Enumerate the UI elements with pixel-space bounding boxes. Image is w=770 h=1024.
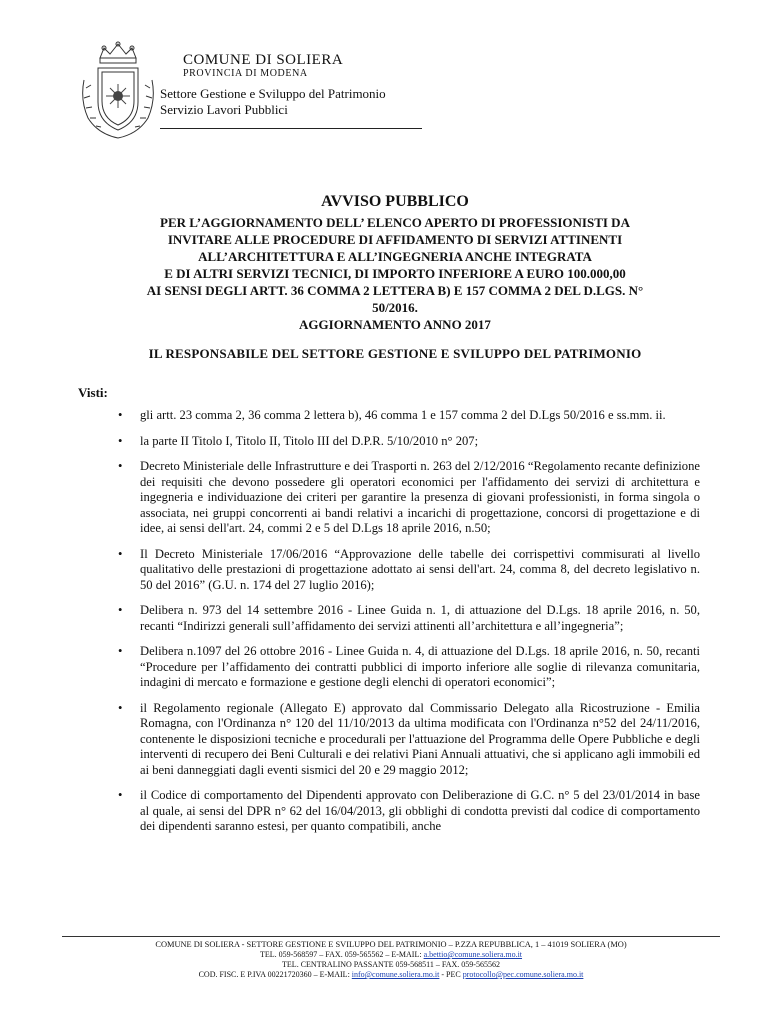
bullet-icon: • xyxy=(118,433,123,448)
list-item xyxy=(118,701,700,779)
list-item xyxy=(118,644,700,691)
visti-label: Visti: xyxy=(78,385,108,400)
list-item-text: gli artt. 23 comma 2, 36 comma 2 lettera b), 46 comma 1 e 157 comma 2 del D.Lgs 50/2016 e ss.mm. ii. xyxy=(140,408,666,422)
bullet-icon: • xyxy=(118,408,123,422)
province-name: PROVINCIA DI MODENA xyxy=(183,68,308,79)
notice-subtitle-line: ALL’ARCHITETTURA E ALL’INGEGNERIA ANCHE INTEGRATA xyxy=(198,249,592,264)
notice-subtitle-line: AI SENSI DEGLI ARTT. 36 COMMA 2 LETTERA B) E 157 COMMA 2 DEL D.LGS. N° xyxy=(146,283,644,298)
list-item xyxy=(118,459,700,537)
municipal-crest-icon xyxy=(78,40,158,145)
footer-tax-code: COD. FISC. E P.IVA 00221720360 – E-MAIL: xyxy=(198,970,352,979)
list-item-text: il Regolamento regionale (Allegato E) approvato dal Commissario Delegato alla Ricostruzione - Emilia Romagna, con l'Ordinanza n° 120 del 11/10/2013 da ultima modificata con l'Ordinanza n°52 del 24/11/2016, contenente le disposizioni tecniche e procedurali per l'attuazione del Programma delle Opere Pubbliche e degli interventi di recupero dei Beni Culturali e dei relativi Piani Annuali attuativi, che si applicano agli immobili ed ai beni danneggiati dagli eventi sismici del 20 e 29 maggio 2012; xyxy=(140,700,700,777)
notice-subtitle-line: PER L’AGGIORNAMENTO DELL’ ELENCO APERTO DI PROFESSIONISTI DA xyxy=(160,215,630,230)
notice-title-block xyxy=(60,193,730,333)
bullet-icon: • xyxy=(118,700,123,715)
footer-divider xyxy=(62,936,720,937)
bullet-icon: • xyxy=(118,546,123,561)
bullet-icon: • xyxy=(118,603,123,617)
header-divider xyxy=(160,128,422,129)
notice-subtitle-line: 50/2016. xyxy=(372,300,418,315)
visti-list xyxy=(118,408,700,845)
notice-subtitle-line: INVITARE ALLE PROCEDURE DI AFFIDAMENTO DI SERVIZI ATTINENTI xyxy=(167,232,623,247)
service-name: Servizio Lavori Pubblici xyxy=(160,102,288,117)
sector-name: Settore Gestione e Sviluppo del Patrimonio xyxy=(160,86,386,101)
municipality-name: COMUNE DI SOLIERA xyxy=(183,52,344,68)
footer-contacts xyxy=(62,950,720,960)
list-item xyxy=(118,547,700,594)
list-item xyxy=(118,788,700,835)
list-item-text: Il Decreto Ministeriale 17/06/2016 “Approvazione delle tabelle dei corrispettivi commisurati al livello qualitativo delle prestazioni di progettazione adottato ai sensi dell'art. 24, comma 8, del decreto legislativo n. 50 del 2016” (G.U. n. 174 del 27 luglio 2016); xyxy=(140,546,700,592)
footer-info-email-link[interactable]: info@comune.soliera.mo.it xyxy=(351,970,440,979)
footer-pec-link[interactable]: protocollo@pec.comune.soliera.mo.it xyxy=(462,970,584,979)
footer-tax-info xyxy=(62,970,720,980)
bullet-icon: • xyxy=(118,644,123,658)
list-item xyxy=(118,434,700,450)
list-item-text: il Codice di comportamento del Dipendenti approvato con Deliberazione di G.C. n° 5 del 23/01/2014 in base al quale, ai sensi del DPR n° 62 del 16/04/2013, gli obblighi di condotta previsti dal codice di comportamento dei dipendenti saranno estesi, per quanto compatibili, anche xyxy=(140,788,700,833)
notice-subtitle-line: E DI ALTRI SERVIZI TECNICI, DI IMPORTO INFERIORE A EURO 100.000,00 xyxy=(164,266,626,281)
footer-switchboard: TEL. CENTRALINO PASSANTE 059-568511 – FAX. 059-565562 xyxy=(282,960,500,969)
notice-subtitle-line: AGGIORNAMENTO ANNO 2017 xyxy=(299,317,491,332)
footer-email-link[interactable]: a.bettio@comune.soliera.mo.it xyxy=(423,950,523,959)
list-item xyxy=(118,408,700,424)
list-item-text: Decreto Ministeriale delle Infrastrutture e dei Trasporti n. 263 del 2/12/2016 “Regolamento recante definizione dei requisiti che devono possedere gli operatori economici per l'affidamento dei servizi di architettura e ingegneria e individuazione dei criteri per garantire la presenza di giovani professionisti, in forma singola o associata, nei gruppi concorrenti ai bandi relativi a incarichi di progettazione, concorsi di progettazione e di idee, ai sensi dell'art. 24, commi 2 e 5 del D.Lgs 18 aprile 2016, n.50; xyxy=(140,459,700,535)
footer-address: COMUNE DI SOLIERA - SETTORE GESTIONE E SVILUPPO DEL PATRIMONIO – P.ZZA REPUBBLICA, 1 – 41019 SOLIERA (MO) xyxy=(155,940,627,949)
bullet-icon: • xyxy=(118,788,123,802)
footer-phone-fax: TEL. 059-568597 – FAX. 059-565562 – E-MAIL: xyxy=(259,950,424,959)
page-footer xyxy=(62,940,720,980)
notice-title: AVVISO PUBBLICO xyxy=(321,193,469,210)
list-item-text: la parte II Titolo I, Titolo II, Titolo III del D.P.R. 5/10/2010 n° 207; xyxy=(140,433,479,448)
footer-pec-label: - PEC xyxy=(439,970,463,979)
list-item-text: Delibera n.1097 del 26 ottobre 2016 - Linee Guida n. 4, di attuazione del D.Lgs. 18 aprile 2016, n. 50, recanti “Procedure per l’affidamento dei contratti pubblici di importo inferiore alle soglie di rilevanza comunitaria, indagini di mercato e formazione e gestione degli elenchi di operatori economici”; xyxy=(140,644,700,689)
bullet-icon: • xyxy=(118,459,123,473)
responsible-heading: IL RESPONSABILE DEL SETTORE GESTIONE E SVILUPPO DEL PATRIMONIO xyxy=(148,346,642,361)
list-item-text: Delibera n. 973 del 14 settembre 2016 - Linee Guida n. 1, di attuazione del D.Lgs. 18 aprile 2016, n. 50, recanti “Indirizzi generali sull’affidamento dei servizi attinenti all’architettura e all’ingegneria”; xyxy=(140,603,700,633)
list-item xyxy=(118,603,700,634)
